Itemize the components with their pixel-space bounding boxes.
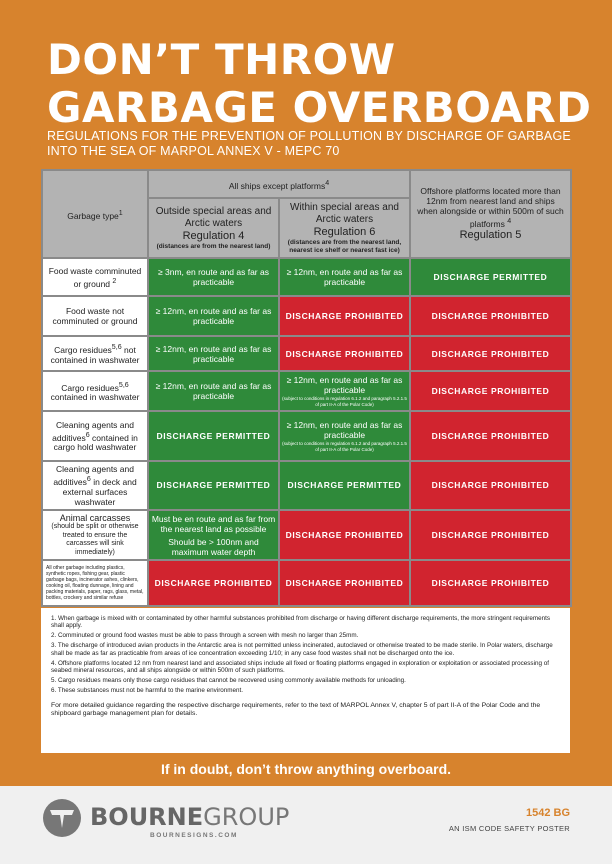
table-row	[42, 510, 571, 561]
row-label: Food waste comminuted or ground $^2$	[42, 258, 148, 296]
cell-offshore: DISCHARGE PERMITTED	[410, 258, 571, 296]
cell-within: DISCHARGE PROHIBITED	[279, 560, 410, 606]
row-label: Cleaning agents and additives$^6$ contained in cargo hold washwater	[42, 411, 148, 461]
cell-offshore: DISCHARGE PROHIBITED	[410, 461, 571, 510]
table-row	[42, 371, 571, 411]
product-code: 1542 BG	[525, 807, 570, 819]
doubt-slogan: If in doubt, don’t throw anything overboard.	[160, 761, 452, 777]
brand-name: BOURNEGROUP	[90, 803, 290, 831]
outside-special-header: Outside special areas and Arctic waters Regulation 4 (distances are from the nearest land)	[148, 198, 279, 258]
subtitle: REGULATIONS FOR THE PREVENTION OF POLLUTION BY DISCHARGE OF GARBAGE INTO THE SEA OF MARPOL ANNEX V - MEPC 70	[47, 129, 571, 158]
cell-outside: ≥ 12nm, en route and as far as practicable	[148, 336, 279, 371]
cell-offshore: DISCHARGE PROHIBITED	[410, 296, 571, 336]
table-row	[42, 560, 571, 606]
garbage-type-header: Garbage type$^1$	[42, 170, 148, 258]
row-label: Animal carcasses (should be split or otherwise treated to ensure the carcasses will sink immediately)	[42, 510, 148, 561]
notes-footer: For more detailed guidance regarding the respective discharge requirements, refer to the text of MARPOL Annex V, chapter 5 of part II-A of the Polar Code and the shipboard garbage management plan for details.	[51, 701, 541, 717]
row-label: Cargo residues$^{5,6}$ contained in washwater	[42, 371, 148, 411]
cell-offshore: DISCHARGE PROHIBITED	[410, 560, 571, 606]
row-label: All other garbage including plastics, synthetic ropes, fishing gear, plastic garbage bags, incinerator ashes, clinkers, cooking oil, floating dunnage, lining and packing materials, paper, rags, glass, metal, bottles, crockery and similar refuse	[42, 560, 148, 606]
row-label: Cargo residues$^{5,6}$ not contained in washwater	[42, 336, 148, 371]
cell-outside: ≥ 3nm, en route and as far as practicable	[148, 258, 279, 296]
cell-offshore: DISCHARGE PROHIBITED	[410, 411, 571, 461]
footnote: 6. These substances must not be harmful to the marine environment.	[51, 687, 244, 695]
footnote: 2. Comminuted or ground food wastes must be able to pass through a screen with mesh no larger than 25mm.	[51, 632, 359, 640]
table-row	[42, 258, 571, 296]
cell-outside: ≥ 12nm, en route and as far as practicable	[148, 371, 279, 411]
cell-outside: DISCHARGE PROHIBITED	[148, 560, 279, 606]
cell-within: DISCHARGE PROHIBITED	[279, 510, 410, 561]
cell-offshore: DISCHARGE PROHIBITED	[410, 336, 571, 371]
table-row	[42, 461, 571, 510]
row-label: Food waste not comminuted or ground	[42, 296, 148, 336]
within-special-header: Within special areas and Arctic waters Regulation 6 (distances are from the nearest land, nearest ice shelf or nearest fast ice)	[279, 198, 410, 258]
footnote: 4. Offshore platforms located 12 nm from nearest land and associated ships include all fixed or floating platforms engaged in exploration or exploitation or associated processing of seabed mineral resources, and all ships alongside or within 500m of such platforms.	[51, 659, 549, 675]
cell-within: DISCHARGE PERMITTED	[279, 461, 410, 510]
table-row	[42, 411, 571, 461]
cell-within: DISCHARGE PROHIBITED	[279, 336, 410, 371]
footnote: 1. When garbage is mixed with or contaminated by other harmful substances prohibited from discharge or having different discharge requirements, the more stringent requirements shall apply.	[51, 615, 550, 630]
cell-offshore: DISCHARGE PROHIBITED	[410, 510, 571, 561]
cell-offshore: DISCHARGE PROHIBITED	[410, 371, 571, 411]
cell-within: ≥ 12nm, en route and as far as practicable	[279, 258, 410, 296]
footnote: 3. The discharge of introduced avian products in the Antarctic area is not permitted unless incinerated, autoclaved or otherwise treated to be made sterile. In Polar waters, discharge shall be made as far as practicable from areas of ice concentration exceeding 1/10; in any case food wastes shall not be discharged onto the ice.	[51, 642, 553, 657]
brand-url: BOURNESIGNS.COM	[150, 832, 238, 839]
cell-outside: DISCHARGE PERMITTED	[148, 461, 279, 510]
footnotes	[41, 608, 570, 753]
cell-outside: DISCHARGE PERMITTED	[148, 411, 279, 461]
table-row	[42, 336, 571, 371]
row-label: Cleaning agents and additives$^6$ in deck and external surfaces washwater	[42, 461, 148, 510]
poster-tag: AN ISM CODE SAFETY POSTER	[448, 824, 570, 833]
footer	[0, 786, 612, 864]
cell-within: ≥ 12nm, en route and as far as practicable (subject to conditions in regulation 6.1.2 and paragraph 5.2.1.5 of part II-A of the Polar Code)	[279, 411, 410, 461]
offshore-header: Offshore platforms located more than 12nm from nearest land and ships when alongside or within 500m of such platforms $^4$ Regulation 5	[410, 170, 571, 258]
cell-outside: Must be en route and as far from the nearest land as possible Should be > 100nm and maximum water depth	[148, 510, 279, 561]
cell-within: DISCHARGE PROHIBITED	[279, 296, 410, 336]
title-line-2: GARBAGE OVERBOARD	[47, 83, 592, 132]
title-line-1: DON’T THROW	[47, 35, 396, 84]
cell-within: ≥ 12nm, en route and as far as practicable (subject to conditions in regulation 6.1.2 and paragraph 5.2.1.5 of part II-A of the Polar Code)	[279, 371, 410, 411]
bourne-logo-icon	[42, 798, 82, 838]
footnote: 5. Cargo residues means only those cargo residues that cannot be recovered using commonly available methods for unloading.	[51, 677, 406, 685]
table-row	[42, 296, 571, 336]
discharge-table	[41, 169, 572, 607]
cell-outside: ≥ 12nm, en route and as far as practicable	[148, 296, 279, 336]
all-ships-header: All ships except platforms$^4$	[148, 170, 410, 198]
